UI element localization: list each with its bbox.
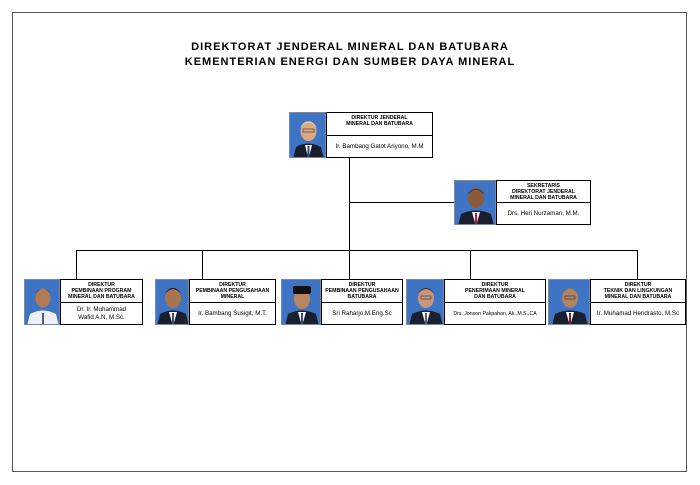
director-name-cell — [322, 303, 402, 324]
director-photo — [281, 279, 321, 325]
director-role: DIREKTUR PEMBINAAN PROGRAM MINERAL DAN BATUBARA — [61, 280, 142, 303]
connector-drop-3 — [349, 250, 350, 279]
director-name-cell — [445, 303, 545, 324]
secretary-photo — [454, 180, 496, 225]
secretary-box — [496, 180, 591, 225]
director-general-box — [326, 112, 433, 158]
person-photo-icon — [290, 113, 326, 158]
secretary-role: SEKRETARIS DIREKTORAT JENDERAL MINERAL DAN BATUBARA — [497, 181, 590, 203]
director-photo — [24, 279, 60, 325]
person-photo-icon — [25, 280, 60, 325]
director-photo — [406, 279, 444, 325]
secretary-name-cell — [497, 203, 590, 224]
director-name-cell — [61, 303, 142, 324]
secretary-name: Drs. Heri Nurzaman, M.M. — [507, 209, 580, 217]
person-photo-icon — [549, 280, 590, 325]
director-name: Ir. Muhamad Hendrasto, M.Sc — [596, 309, 680, 317]
connector-horizontal-bus — [76, 250, 638, 251]
director-name: Ir. Bambang Susigit, M.T. — [198, 309, 267, 317]
director-role: DIREKTUR PEMBINAAN PENGUSAHAAN BATUBARA — [322, 280, 402, 303]
director-general-photo — [289, 112, 326, 158]
person-photo-icon — [282, 280, 321, 325]
connector-drop-2 — [202, 250, 203, 279]
director-general-name: Ir. Bambang Gatot Ariyono, M.M — [335, 142, 424, 150]
director-box — [590, 279, 686, 325]
director-box — [321, 279, 403, 325]
director-box — [444, 279, 546, 325]
director-photo — [155, 279, 189, 325]
director-role: DIREKTUR TEKNIK DAN LINGKUNGAN MINERAL DAN BATUBARA — [591, 280, 685, 303]
director-name-cell — [591, 303, 685, 324]
director-box — [60, 279, 143, 325]
person-photo-icon — [455, 181, 496, 225]
connector-drop-1 — [76, 250, 77, 279]
director-general-name-cell — [327, 136, 432, 157]
connector-drop-4 — [470, 250, 471, 279]
director-box — [189, 279, 276, 325]
connector-trunk — [349, 158, 350, 250]
chart-title-line-2: KEMENTERIAN ENERGI DAN SUMBER DAYA MINERAL — [184, 56, 516, 68]
person-photo-icon — [156, 280, 189, 325]
director-photo — [548, 279, 590, 325]
chart-title-line-1: DIREKTORAT JENDERAL MINERAL DAN BATUBARA — [191, 41, 509, 53]
director-name: Sri Raharjo,M.Eng.Sc — [332, 309, 392, 317]
director-name-cell — [190, 303, 275, 324]
director-role: DIREKTUR PEMBINAAN PENGUSAHAAN MINERAL — [190, 280, 275, 303]
director-name: Dr. Ir. Muhammad Wafid A.N, M.Sc. — [76, 305, 127, 321]
connector-secretary — [349, 202, 454, 203]
director-general-role: DIREKTUR JENDERAL MINERAL DAN BATUBARA — [327, 113, 432, 136]
director-role: DIREKTUR PENERIMAAN MINERAL DAN BATUBARA — [445, 280, 545, 303]
connector-drop-5 — [637, 250, 638, 279]
person-photo-icon — [407, 280, 444, 325]
director-name: Drs. Jonson Pakpahan, Ak.,M.S.,CA — [453, 310, 537, 317]
